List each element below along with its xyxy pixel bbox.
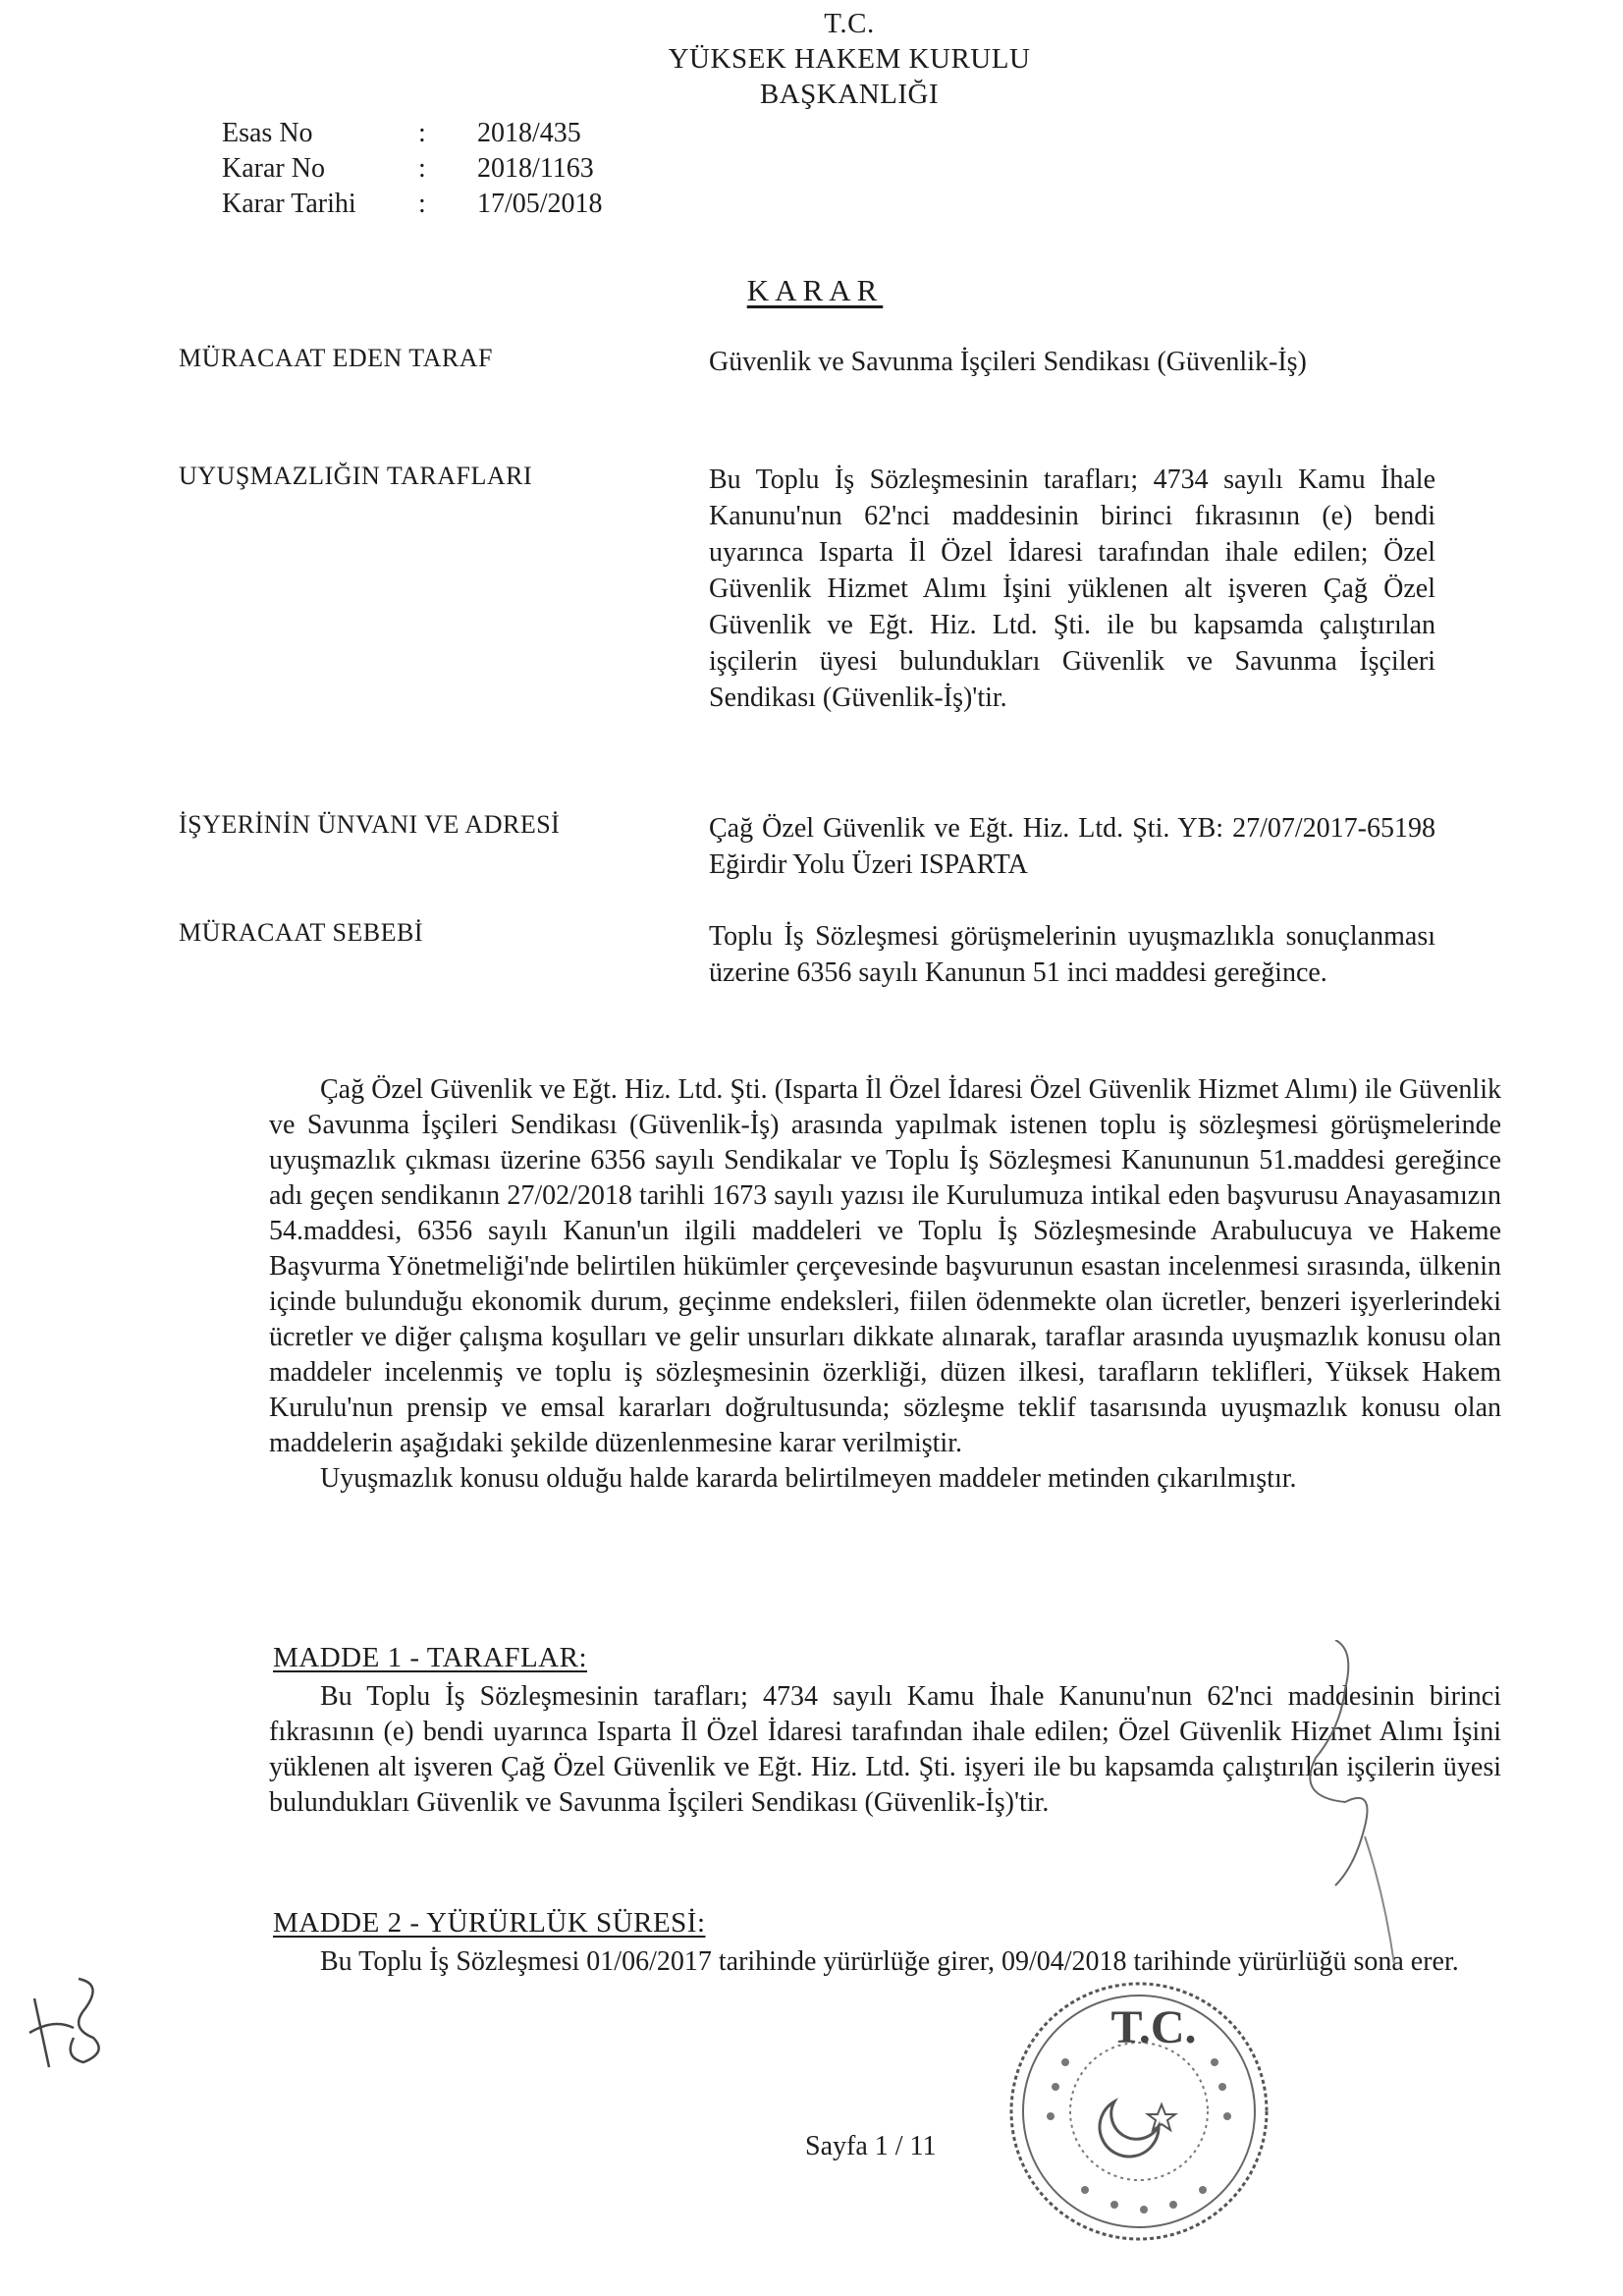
document-title: KARAR	[746, 273, 884, 307]
meta-colon: :	[418, 118, 426, 148]
handwritten-mark-icon	[25, 1959, 113, 2077]
header-line-institution: YÜKSEK HAKEM KURULU	[668, 43, 1031, 75]
section-value-workplace: Çağ Özel Güvenlik ve Eğt. Hiz. Ltd. Şti. YB: 27/07/2017-65198 Eğirdir Yolu Üzeri ISPARTA	[709, 813, 1435, 880]
section-value-applicant: Güvenlik ve Savunma İşçileri Sendikası (Güvenlik-İş)	[709, 347, 1307, 377]
meta-value: 2018/1163	[477, 153, 594, 184]
section-value-reason: Toplu İş Sözleşmesi görüşmelerinin uyuşmazlıkla sonuçlanması üzerine 6356 sayılı Kanunun 51 inci maddesi gereğince.	[709, 921, 1435, 988]
section-label-applicant: MÜRACAAT EDEN TARAF	[179, 344, 493, 372]
meta-row-karar-no	[222, 151, 603, 187]
header-line-tc: T.C.	[824, 8, 875, 39]
body-paragraph: Çağ Özel Güvenlik ve Eğt. Hiz. Ltd. Şti. (Isparta İl Özel İdaresi Özel Güvenlik Hizmet Alımı) ile Güvenlik ve Savunma İşçileri Sendikası (Güvenlik-İş) arasında yapılmak istenen toplu iş sözleşmesi görüşmelerinde uyuşmazlık çıkması üzerine 6356 sayılı Sendikalar ve Toplu İş Sözleşmesi Kanununun 51.maddesi gereğince adı geçen sendikanın 27/02/2018 tarihli 1673 sayılı yazısı ile Kurulumuza intikal eden başvurusu Anayasamızın 54.maddesi, 6356 sayılı Kanun'un ilgili maddeleri ve Toplu İş Sözleşmesinde Arabulucuya ve Hakeme Başvurma Yönetmeliği'nde belirtilen hükümler çerçevesinde başvurunun esastan incelenmesi sırasında, ülkenin içinde bulunduğu ekonomik durum, geçinme endeksleri, fiilen ödenmekte olan ücretler, benzeri işyerlerindeki ücretler ve diğer çalışma koşulları ve gelir unsurları dikkate alınarak, taraflar arasında uyuşmazlık konusu olan maddeler incelenmiş ve toplu iş sözleşmesinin özerkliği, düzen ilkesi, tarafların teklifleri, Yüksek Hakem Kurulu'nun prensip ve emsal kararları doğrultusunda; sözleşme teklif tasarısında uyuşmazlık konusu olan maddelerin aşağıdaki şekilde düzenlenmesine karar verilmiştir.	[269, 1074, 1501, 1458]
meta-colon: :	[418, 189, 426, 219]
meta-row-karar-tarihi	[222, 187, 603, 222]
header-line-office: BAŞKANLIĞI	[759, 79, 940, 110]
section-value-parties: Bu Toplu İş Sözleşmesinin tarafları; 4734 sayılı Kamu İhale Kanunu'nun 62'nci maddesinin birinci fıkrasının (e) bendi uyarınca Isparta İl Özel İdaresi tarafından ihale edilen; Özel Güvenlik Hizmet Alımı İşini yüklenen alt işveren Çağ Özel Güvenlik ve Eğt. Hiz. Ltd. Şti. ile bu kapsamda çalıştırılan işçilerin üyesi bulundukları Güvenlik ve Savunma İşçileri Sendikası (Güvenlik-İş)'tir.	[709, 465, 1435, 713]
document-header	[550, 6, 1149, 112]
meta-label: Karar No	[222, 153, 325, 184]
meta-label: Esas No	[222, 118, 313, 148]
decision-body	[269, 1072, 1501, 1497]
meta-label: Karar Tarihi	[222, 189, 356, 219]
handwritten-scribble	[1276, 1640, 1404, 1979]
section-label-workplace: İŞYERİNİN ÜNVANI VE ADRESİ	[179, 810, 561, 839]
body-paragraph: Uyuşmazlık konusu olduğu halde kararda belirtilmeyen maddeler metinden çıkarılmıştır.	[320, 1463, 1297, 1494]
article-2-title: MADDE 2 - YÜRÜRLÜK SÜRESİ:	[273, 1907, 706, 1939]
meta-value: 2018/435	[477, 118, 581, 148]
seal-icon	[997, 1969, 1281, 2254]
page-number: Sayfa 1 / 11	[805, 2131, 937, 2161]
article-1-title: MADDE 1 - TARAFLAR:	[273, 1642, 588, 1673]
section-label-reason: MÜRACAAT SEBEBİ	[179, 918, 424, 947]
scribble-icon	[1276, 1640, 1404, 1974]
article-paragraph: Bu Toplu İş Sözleşmesinin tarafları; 4734 sayılı Kamu İhale Kanunu'nun 62'nci maddesinin birinci fıkrasının (e) bendi uyarınca Isparta İl Özel İdaresi tarafından ihale edilen; Özel Güvenlik Hizmet Alımı İşini yüklenen alt işveren Çağ Özel Güvenlik ve Eğt. Hiz. Ltd. Şti. işyeri ile bu kapsamda çalıştırılan işçilerin üyesi bulundukları Güvenlik ve Savunma İşçileri Sendikası (Güvenlik-İş)'tir.	[269, 1681, 1501, 1818]
seal-text: T.C.	[1110, 2001, 1197, 2053]
meta-value: 17/05/2018	[477, 189, 603, 219]
official-seal	[997, 1969, 1281, 2259]
meta-colon: :	[418, 153, 426, 184]
case-metadata	[222, 116, 603, 222]
article-paragraph: Bu Toplu İş Sözleşmesi 01/06/2017 tarihinde yürürlüğe girer, 09/04/2018 tarihinde yürürlüğü sona erer.	[320, 1946, 1459, 1977]
margin-initials	[25, 1959, 113, 2082]
section-label-parties: UYUŞMAZLIĞIN TARAFLARI	[179, 462, 533, 490]
meta-row-esas	[222, 116, 603, 151]
